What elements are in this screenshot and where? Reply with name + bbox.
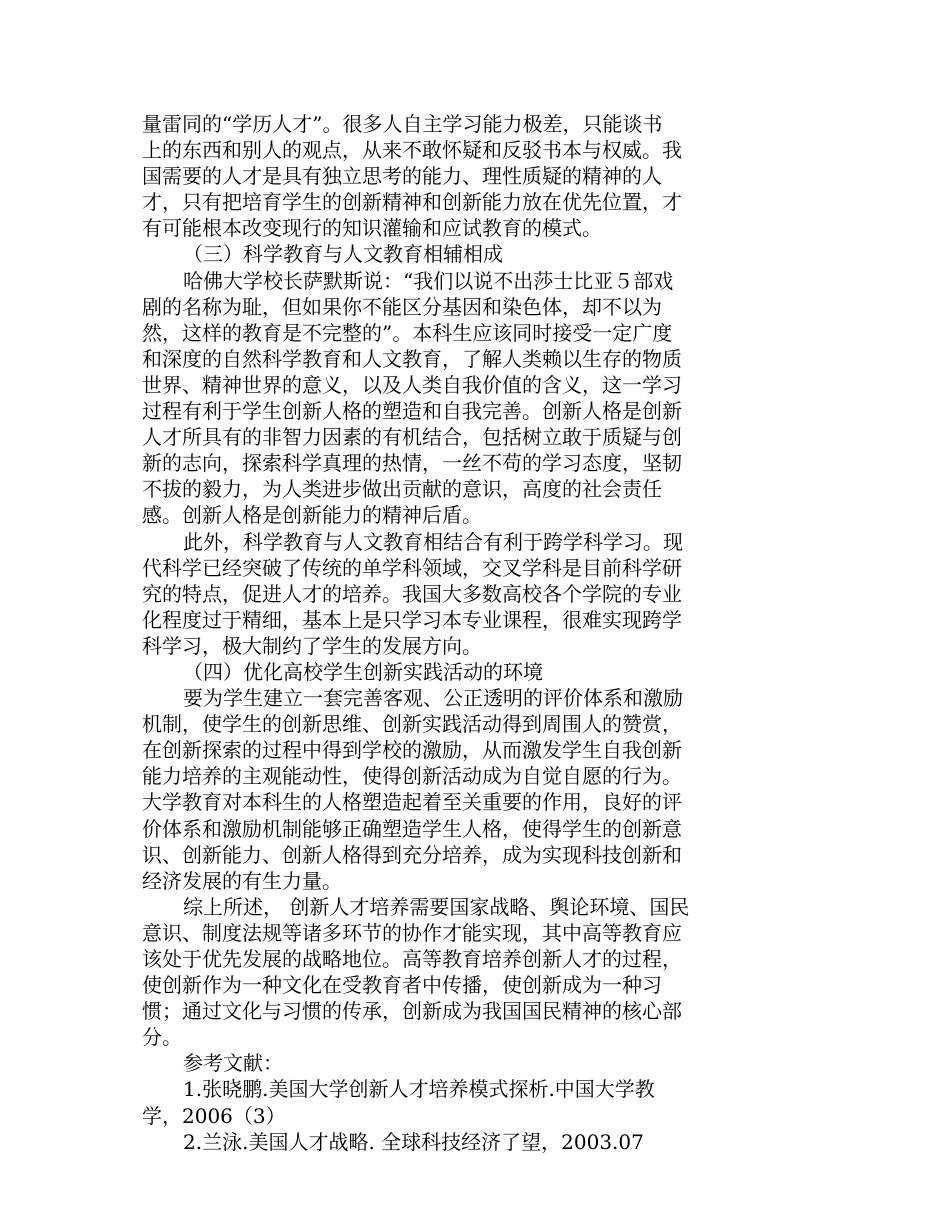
text-line: 然，这样的教育是不完整的”。本科生应该同时接受一定广度: [142, 320, 673, 345]
text-line: 使创新作为一种文化在受教育者中传播，使创新成为一种习: [142, 973, 662, 998]
text-line: 量雷同的“学历人才”。很多人自主学习能力极差，只能谈书: [142, 112, 663, 136]
paragraph-start-line: 参考文献：: [183, 1051, 283, 1076]
paragraph-start-line: 2.兰泳.美国人才战略. 全球科技经济了望，2003.07: [183, 1129, 644, 1154]
text-line: 能力培养的主观能动性，使得创新活动成为自觉自愿的行为。: [142, 764, 682, 789]
text-line: 有可能根本改变现行的知识灌输和应试教育的模式。: [142, 216, 602, 241]
text-line: 机制，使学生的创新思维、创新实践活动得到周围人的赞赏，: [142, 712, 682, 737]
text-line: 人才所具有的非智力因素的有机结合，包括树立敢于质疑与创: [142, 425, 682, 450]
text-line: 化程度过于精细，基本上是只学习本专业课程，很难实现跨学: [142, 607, 682, 632]
text-line: 究的特点，促进人才的培养。我国大多数高校各个学院的专业: [142, 581, 682, 606]
text-line: 科学习，极大制约了学生的发展方向。: [142, 633, 482, 658]
text-line: 该处于优先发展的战略地位。高等教育培养创新人才的过程，: [142, 947, 682, 971]
text-line: 分。: [142, 1025, 182, 1050]
text-line: 学，2006（3）: [142, 1103, 286, 1128]
text-line: 世界、精神世界的意义，以及人类自我价值的含义，这一学习: [142, 372, 682, 397]
paragraph-start-line: （三）科学教育与人文教育相辅相成: [183, 242, 503, 267]
text-line: 才，只有把培育学生的创新精神和创新能力放在优先位置，才: [142, 190, 682, 215]
paragraph-start-line: （四）优化高校学生创新实践活动的环境: [183, 659, 543, 684]
text-line: 过程有利于学生创新人格的塑造和自我完善。创新人格是创新: [142, 399, 682, 424]
text-line: 意识、制度法规等诸多环节的协作才能实现，其中高等教育应: [142, 920, 682, 945]
text-line: 经济发展的有生力量。: [142, 868, 342, 893]
text-line: 惯；通过文化与习惯的传承，创新成为我国国民精神的核心部: [142, 999, 682, 1024]
text-line: 不拔的毅力，为人类进步做出贡献的意识，高度的社会责任: [142, 477, 662, 502]
text-line: 大学教育对本科生的人格塑造起着至关重要的作用，良好的评: [142, 790, 682, 815]
text-line: 价体系和激励机制能够正确塑造学生人格，使得学生的创新意: [142, 816, 682, 841]
paragraph-start-line: 哈佛大学校长萨默斯说：“我们以说不出莎士比亚５部戏: [183, 268, 674, 293]
paragraph-start-line: 1.张晓鹏.美国大学创新人才培养模式探析.中国大学教: [183, 1077, 655, 1102]
text-line: 上的东西和别人的观点，从来不敢怀疑和反驳书本与权威。我: [142, 138, 682, 163]
text-line: 识、创新能力、创新人格得到充分培养，成为实现科技创新和: [142, 842, 682, 867]
text-line: 感。创新人格是创新能力的精神后盾。: [142, 503, 482, 528]
paragraph-start-line: 综上所述， 创新人才培养需要国家战略、舆论环境、国民: [183, 894, 690, 919]
text-line: 剧的名称为耻，但如果你不能区分基因和染色体，却不以为: [142, 294, 662, 319]
text-line: 代科学已经突破了传统的单学科领域，交叉学科是目前科学研: [142, 555, 682, 580]
text-line: 和深度的自然科学教育和人文教育，了解人类赖以生存的物质: [142, 346, 682, 371]
text-line: 新的志向，探索科学真理的热情，一丝不苟的学习态度，坚韧: [142, 451, 682, 476]
paragraph-start-line: 要为学生建立一套完善客观、公正透明的评价体系和激励: [183, 686, 683, 711]
text-line: 在创新探索的过程中得到学校的激励，从而激发学生自我创新: [142, 738, 682, 763]
text-line: 国需要的人才是具有独立思考的能力、理性质疑的精神的人: [142, 164, 662, 189]
document-body: [142, 111, 742, 1155]
paragraph-start-line: 此外，科学教育与人文教育相结合有利于跨学科学习。现: [183, 529, 683, 554]
